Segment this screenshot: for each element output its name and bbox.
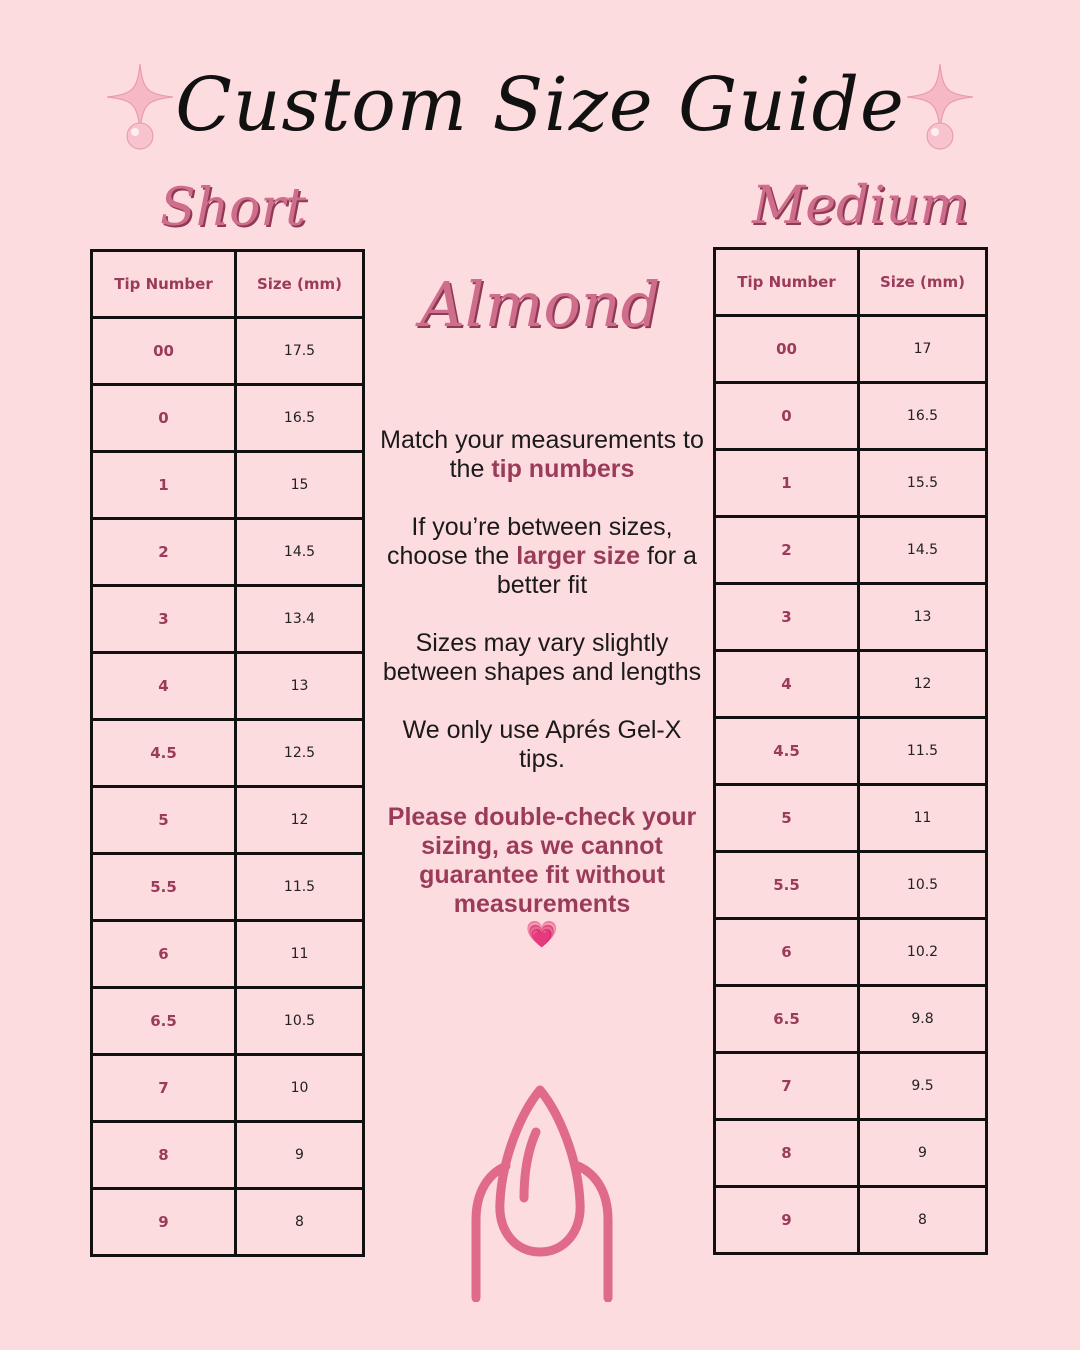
size-cell: 17: [859, 316, 987, 383]
vary-note: Sizes may vary slightly between shapes and lengths: [382, 629, 702, 686]
size-header: Size (mm): [859, 249, 987, 316]
tip-cell: 1: [715, 450, 859, 517]
tip-cell: 5.5: [715, 852, 859, 919]
table-row: [92, 385, 364, 452]
larger-size-highlight: larger size: [516, 542, 640, 570]
size-cell: 15.5: [859, 450, 987, 517]
size-cell: 8: [859, 1187, 987, 1254]
size-cell: 13: [236, 653, 364, 720]
table-row: [715, 1120, 987, 1187]
tip-cell: 1: [92, 452, 236, 519]
match-text: Match your measurements to the: [380, 426, 704, 483]
tip-cell: 00: [715, 316, 859, 383]
tip-numbers-highlight: tip numbers: [491, 455, 635, 483]
tip-cell: 0: [715, 383, 859, 450]
size-cell: 11: [236, 921, 364, 988]
tip-cell: 8: [715, 1120, 859, 1187]
tip-number-header: Tip Number: [715, 249, 859, 316]
table-row: [715, 919, 987, 986]
size-cell: 11: [859, 785, 987, 852]
heart-icon: 💗: [525, 919, 559, 949]
table-row: [715, 383, 987, 450]
table-row: [715, 718, 987, 785]
table-row: [715, 1187, 987, 1254]
table-row: [715, 852, 987, 919]
tip-cell: 4.5: [92, 720, 236, 787]
tip-cell: 4.5: [715, 718, 859, 785]
table-row: [92, 1122, 364, 1189]
sparkle-icon: [105, 62, 175, 152]
size-cell: 12: [236, 787, 364, 854]
tip-cell: 2: [715, 517, 859, 584]
size-cell: 14.5: [859, 517, 987, 584]
size-cell: 16.5: [236, 385, 364, 452]
warning-note: [380, 803, 704, 949]
size-cell: 12.5: [236, 720, 364, 787]
size-cell: 10.5: [859, 852, 987, 919]
size-cell: 11.5: [236, 854, 364, 921]
table-row: [715, 651, 987, 718]
tip-cell: 5: [715, 785, 859, 852]
table-row: [92, 452, 364, 519]
tips-brand-note: We only use Aprés Gel-X tips.: [402, 716, 682, 773]
shape-label: Almond: [420, 268, 661, 341]
table-row: [715, 584, 987, 651]
tip-cell: 4: [92, 653, 236, 720]
tip-cell: 2: [92, 519, 236, 586]
size-cell: 9: [859, 1120, 987, 1187]
size-cell: 9.8: [859, 986, 987, 1053]
table-row: [92, 519, 364, 586]
table-row: [715, 316, 987, 383]
table-row: [92, 921, 364, 988]
size-header: Size (mm): [236, 251, 364, 318]
table-row: [92, 854, 364, 921]
tip-cell: 3: [92, 586, 236, 653]
size-cell: 12: [859, 651, 987, 718]
table-row: [92, 653, 364, 720]
size-cell: 17.5: [236, 318, 364, 385]
size-cell: 14.5: [236, 519, 364, 586]
table-row: [92, 1055, 364, 1122]
table-row: [92, 787, 364, 854]
tip-cell: 6: [92, 921, 236, 988]
table-header-row: [92, 251, 364, 318]
table-row: [715, 450, 987, 517]
tip-cell: 7: [92, 1055, 236, 1122]
tip-cell: 00: [92, 318, 236, 385]
between-text: If you’re between sizes, choose the: [387, 513, 673, 570]
page-title: Custom Size Guide: [175, 62, 905, 148]
size-cell: 13.4: [236, 586, 364, 653]
table-row: [92, 988, 364, 1055]
table-row: [92, 586, 364, 653]
tip-cell: 6.5: [715, 986, 859, 1053]
tip-cell: 6: [715, 919, 859, 986]
match-note: [380, 426, 704, 484]
tip-cell: 8: [92, 1122, 236, 1189]
short-size-table: [90, 249, 365, 1257]
medium-label: Medium: [752, 176, 969, 236]
size-cell: 13: [859, 584, 987, 651]
size-cell: 9: [236, 1122, 364, 1189]
table-row: [715, 517, 987, 584]
between-text-end: for a better fit: [496, 542, 697, 599]
tip-cell: 9: [715, 1187, 859, 1254]
table-row: [715, 986, 987, 1053]
between-sizes-note: [380, 513, 704, 600]
tip-cell: 7: [715, 1053, 859, 1120]
size-cell: 10.2: [859, 919, 987, 986]
tip-cell: 4: [715, 651, 859, 718]
size-cell: 9.5: [859, 1053, 987, 1120]
table-header-row: [715, 249, 987, 316]
tip-cell: 5: [92, 787, 236, 854]
size-cell: 10: [236, 1055, 364, 1122]
size-cell: 11.5: [859, 718, 987, 785]
size-cell: 16.5: [859, 383, 987, 450]
almond-nail-icon: [462, 1080, 622, 1302]
warning-text: Please double-check your sizing, as we cannot guarantee fit without measurements: [387, 803, 697, 918]
table-row: [92, 720, 364, 787]
size-cell: 8: [236, 1189, 364, 1256]
tip-cell: 9: [92, 1189, 236, 1256]
medium-size-table: [713, 247, 988, 1255]
short-label: Short: [160, 178, 307, 238]
size-cell: 10.5: [236, 988, 364, 1055]
sparkle-icon: [905, 62, 975, 152]
tip-cell: 5.5: [92, 854, 236, 921]
tip-cell: 0: [92, 385, 236, 452]
tip-cell: 3: [715, 584, 859, 651]
table-row: [715, 785, 987, 852]
instructions: [380, 426, 704, 949]
table-row: [92, 318, 364, 385]
table-row: [92, 1189, 364, 1256]
table-row: [715, 1053, 987, 1120]
tip-cell: 6.5: [92, 988, 236, 1055]
size-cell: 15: [236, 452, 364, 519]
tip-number-header: Tip Number: [92, 251, 236, 318]
